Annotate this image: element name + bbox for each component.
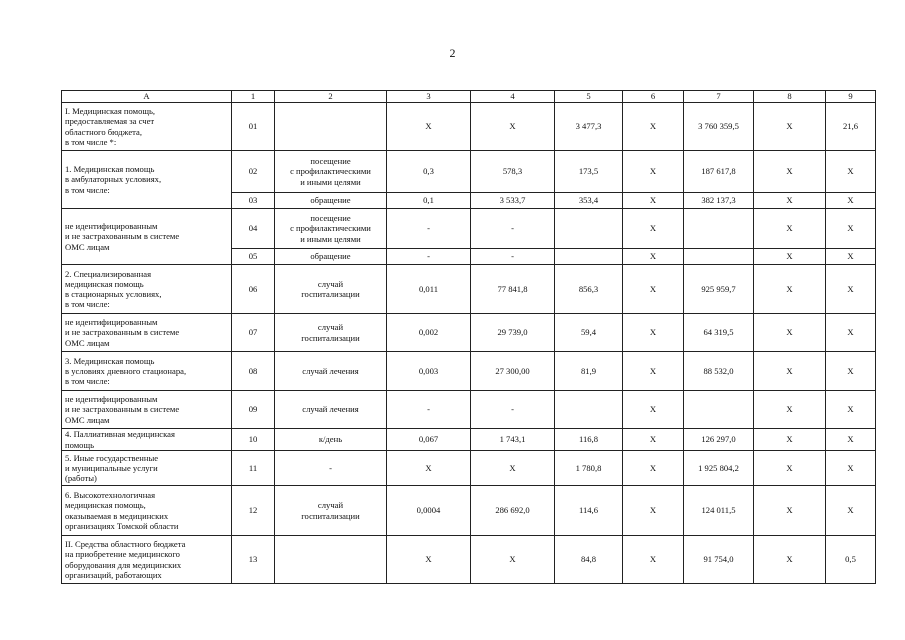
cell-col5: 116,8 bbox=[555, 429, 623, 451]
header-row bbox=[62, 91, 876, 103]
header-cell-a: А bbox=[62, 91, 232, 103]
cell-col7 bbox=[684, 249, 754, 265]
row-description: 3. Медицинская помощь в условиях дневного стационара, в том числе: bbox=[62, 352, 232, 391]
page-number: 2 bbox=[449, 46, 456, 60]
cell-col8: Х bbox=[754, 429, 826, 451]
cell-col5: 84,8 bbox=[555, 536, 623, 584]
cell-col8: Х bbox=[754, 151, 826, 193]
table-row bbox=[62, 314, 876, 352]
cell-col8: Х bbox=[754, 451, 826, 486]
cell-col6: Х bbox=[623, 352, 684, 391]
cell-col4: Х bbox=[471, 103, 555, 151]
cell-col2: посещение с профилактическими и иными целями bbox=[275, 151, 387, 193]
cell-col9: Х bbox=[826, 193, 876, 209]
budget-table bbox=[61, 90, 876, 584]
row-description: 5. Иные государственные и муниципальные услуги (работы) bbox=[62, 451, 232, 486]
table-row bbox=[62, 265, 876, 314]
cell-col6: Х bbox=[623, 249, 684, 265]
cell-col4: - bbox=[471, 249, 555, 265]
cell-col5 bbox=[555, 391, 623, 429]
cell-col3: 0,003 bbox=[387, 352, 471, 391]
cell-col9: Х bbox=[826, 486, 876, 536]
cell-col9: Х bbox=[826, 249, 876, 265]
row-description: 6. Высокотехнологичная медицинская помощь, оказываемая в медицинских организациях Томской области bbox=[62, 486, 232, 536]
cell-col5: 173,5 bbox=[555, 151, 623, 193]
cell-col5: 3 477,3 bbox=[555, 103, 623, 151]
cell-col8: Х bbox=[754, 352, 826, 391]
cell-col9: Х bbox=[826, 265, 876, 314]
cell-col3: 0,1 bbox=[387, 193, 471, 209]
header-cell-6: 6 bbox=[623, 91, 684, 103]
cell-col4: 77 841,8 bbox=[471, 265, 555, 314]
cell-col3: - bbox=[387, 209, 471, 249]
row-description: не идентифицированным и не застрахованным в системе ОМС лицам bbox=[62, 314, 232, 352]
cell-col7: 3 760 359,5 bbox=[684, 103, 754, 151]
cell-col5 bbox=[555, 249, 623, 265]
cell-col8: Х bbox=[754, 391, 826, 429]
cell-col1: 06 bbox=[232, 265, 275, 314]
cell-col4: 29 739,0 bbox=[471, 314, 555, 352]
cell-col9: Х bbox=[826, 209, 876, 249]
cell-col6: Х bbox=[623, 486, 684, 536]
cell-col1: 05 bbox=[232, 249, 275, 265]
cell-col1: 07 bbox=[232, 314, 275, 352]
cell-col8: Х bbox=[754, 265, 826, 314]
table-row bbox=[62, 451, 876, 486]
row-description: не идентифицированным и не застрахованным в системе ОМС лицам bbox=[62, 391, 232, 429]
cell-col6: Х bbox=[623, 451, 684, 486]
cell-col9: Х bbox=[826, 429, 876, 451]
cell-col4: - bbox=[471, 209, 555, 249]
cell-col3: Х bbox=[387, 536, 471, 584]
cell-col7: 925 959,7 bbox=[684, 265, 754, 314]
header-cell-9: 9 bbox=[826, 91, 876, 103]
cell-col5: 59,4 bbox=[555, 314, 623, 352]
cell-col3: 0,0004 bbox=[387, 486, 471, 536]
cell-col7: 126 297,0 bbox=[684, 429, 754, 451]
cell-col9: Х bbox=[826, 352, 876, 391]
header-cell-1: 1 bbox=[232, 91, 275, 103]
cell-col2: обращение bbox=[275, 249, 387, 265]
table-row bbox=[62, 391, 876, 429]
cell-col2: посещение с профилактическими и иными целями bbox=[275, 209, 387, 249]
cell-col3: 0,067 bbox=[387, 429, 471, 451]
cell-col1: 10 bbox=[232, 429, 275, 451]
cell-col1: 01 bbox=[232, 103, 275, 151]
cell-col1: 13 bbox=[232, 536, 275, 584]
cell-col8: Х bbox=[754, 314, 826, 352]
row-description: не идентифицированным и не застрахованным в системе ОМС лицам bbox=[62, 209, 232, 265]
cell-col7: 1 925 804,2 bbox=[684, 451, 754, 486]
cell-col2: случай госпитализации bbox=[275, 265, 387, 314]
cell-col7 bbox=[684, 209, 754, 249]
cell-col9: 0,5 bbox=[826, 536, 876, 584]
cell-col2 bbox=[275, 536, 387, 584]
cell-col1: 11 bbox=[232, 451, 275, 486]
cell-col7: 91 754,0 bbox=[684, 536, 754, 584]
cell-col2: - bbox=[275, 451, 387, 486]
cell-col2: случай лечения bbox=[275, 352, 387, 391]
cell-col3: 0,011 bbox=[387, 265, 471, 314]
cell-col1: 12 bbox=[232, 486, 275, 536]
cell-col6: Х bbox=[623, 391, 684, 429]
cell-col4: 286 692,0 bbox=[471, 486, 555, 536]
cell-col4: - bbox=[471, 391, 555, 429]
cell-col5: 114,6 bbox=[555, 486, 623, 536]
cell-col7: 187 617,8 bbox=[684, 151, 754, 193]
table-row bbox=[62, 103, 876, 151]
header-cell-7: 7 bbox=[684, 91, 754, 103]
row-description: I. Медицинская помощь, предоставляемая за счет областного бюджета, в том числе *: bbox=[62, 103, 232, 151]
table-row bbox=[62, 352, 876, 391]
header-cell-3: 3 bbox=[387, 91, 471, 103]
table-row bbox=[62, 151, 876, 193]
cell-col3: 0,3 bbox=[387, 151, 471, 193]
cell-col3: Х bbox=[387, 103, 471, 151]
cell-col6: Х bbox=[623, 314, 684, 352]
cell-col6: Х bbox=[623, 209, 684, 249]
cell-col8: Х bbox=[754, 209, 826, 249]
header-cell-8: 8 bbox=[754, 91, 826, 103]
cell-col8: Х bbox=[754, 103, 826, 151]
cell-col5: 1 780,8 bbox=[555, 451, 623, 486]
cell-col5 bbox=[555, 209, 623, 249]
cell-col5: 856,3 bbox=[555, 265, 623, 314]
cell-col3: - bbox=[387, 249, 471, 265]
cell-col6: Х bbox=[623, 103, 684, 151]
row-description: 4. Паллиативная медицинская помощь bbox=[62, 429, 232, 451]
header-cell-5: 5 bbox=[555, 91, 623, 103]
cell-col9: Х bbox=[826, 391, 876, 429]
cell-col7 bbox=[684, 391, 754, 429]
cell-col6: Х bbox=[623, 536, 684, 584]
cell-col9: 21,6 bbox=[826, 103, 876, 151]
cell-col2: случай госпитализации bbox=[275, 314, 387, 352]
table-row bbox=[62, 486, 876, 536]
cell-col1: 08 bbox=[232, 352, 275, 391]
cell-col4: Х bbox=[471, 536, 555, 584]
cell-col3: - bbox=[387, 391, 471, 429]
table-body bbox=[62, 91, 876, 584]
cell-col2: обращение bbox=[275, 193, 387, 209]
cell-col8: Х bbox=[754, 486, 826, 536]
cell-col1: 09 bbox=[232, 391, 275, 429]
table-row bbox=[62, 209, 876, 249]
cell-col1: 03 bbox=[232, 193, 275, 209]
cell-col1: 02 bbox=[232, 151, 275, 193]
cell-col6: Х bbox=[623, 151, 684, 193]
cell-col2 bbox=[275, 103, 387, 151]
cell-col9: Х bbox=[826, 151, 876, 193]
cell-col4: 3 533,7 bbox=[471, 193, 555, 209]
cell-col9: Х bbox=[826, 451, 876, 486]
header-cell-4: 4 bbox=[471, 91, 555, 103]
row-description: 1. Медицинская помощь в амбулаторных условиях, в том числе: bbox=[62, 151, 232, 209]
cell-col6: Х bbox=[623, 429, 684, 451]
cell-col3: 0,002 bbox=[387, 314, 471, 352]
cell-col4: Х bbox=[471, 451, 555, 486]
cell-col8: Х bbox=[754, 536, 826, 584]
cell-col2: случай госпитализации bbox=[275, 486, 387, 536]
cell-col7: 88 532,0 bbox=[684, 352, 754, 391]
cell-col3: Х bbox=[387, 451, 471, 486]
row-description: II. Средства областного бюджета на приобретение медицинского оборудования для медицинских организаций, работающих bbox=[62, 536, 232, 584]
cell-col7: 124 011,5 bbox=[684, 486, 754, 536]
table-row bbox=[62, 536, 876, 584]
cell-col4: 578,3 bbox=[471, 151, 555, 193]
cell-col2: случай лечения bbox=[275, 391, 387, 429]
cell-col4: 1 743,1 bbox=[471, 429, 555, 451]
cell-col8: Х bbox=[754, 249, 826, 265]
cell-col5: 353,4 bbox=[555, 193, 623, 209]
cell-col5: 81,9 bbox=[555, 352, 623, 391]
table-row bbox=[62, 429, 876, 451]
row-description: 2. Специализированная медицинская помощь в стационарных условиях, в том числе: bbox=[62, 265, 232, 314]
cell-col7: 382 137,3 bbox=[684, 193, 754, 209]
cell-col6: Х bbox=[623, 193, 684, 209]
cell-col2: к/день bbox=[275, 429, 387, 451]
cell-col6: Х bbox=[623, 265, 684, 314]
cell-col1: 04 bbox=[232, 209, 275, 249]
cell-col9: Х bbox=[826, 314, 876, 352]
cell-col8: Х bbox=[754, 193, 826, 209]
header-cell-2: 2 bbox=[275, 91, 387, 103]
cell-col4: 27 300,00 bbox=[471, 352, 555, 391]
cell-col7: 64 319,5 bbox=[684, 314, 754, 352]
